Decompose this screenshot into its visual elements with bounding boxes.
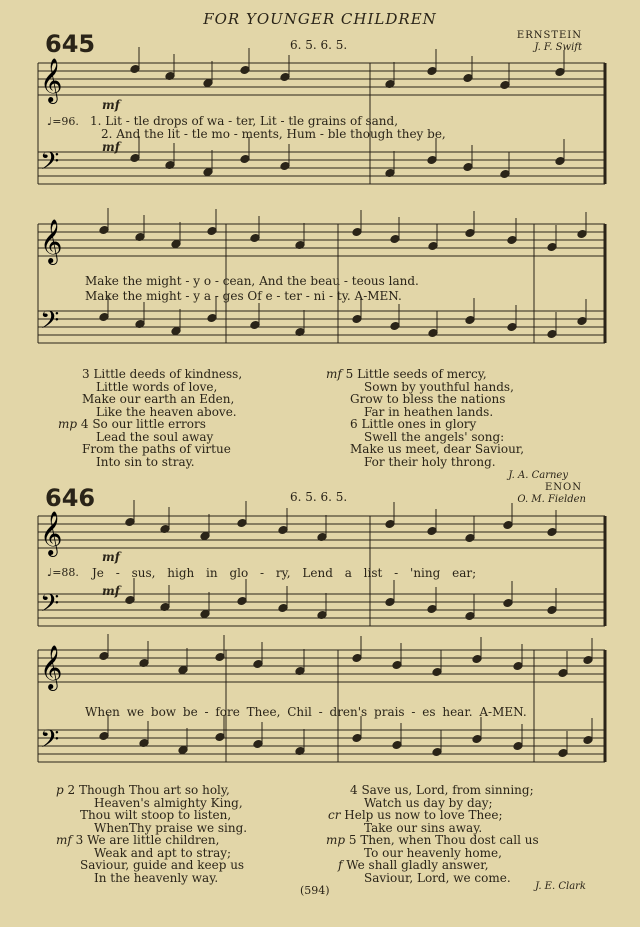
verse-line: Heaven's almighty King, (94, 795, 243, 810)
verse-line: f We shall gladly answer, (338, 858, 489, 872)
lyric-line: 1. Lit - tle drops of wa - ter, Lit - tle grains of sand, (90, 114, 399, 128)
lyric-line: 2. And the lit - tle mo - ments, Hum - ble though they be, (101, 127, 446, 141)
verse-line: 4 Save us, Lord, from sinning; (350, 783, 534, 797)
lyric-line: Je - sus, high in glo - ry, Lend a list - 'ning ear; (92, 566, 477, 580)
dynamic-mark: mf (56, 833, 76, 847)
verse-line: Make us meet, dear Saviour, (350, 442, 525, 456)
hymn-number: 645 (45, 30, 96, 58)
verse-line: p 2 Though Thou art so holy, (56, 783, 230, 797)
verse-line: In the heavenly way. (94, 870, 219, 885)
verse-line: Swell the angels' song: (364, 429, 505, 444)
verses-right (326, 783, 539, 885)
verse-line: 6 Little ones in glory (350, 417, 477, 431)
bass-clef: 𝄢 (40, 147, 60, 182)
verses-left (58, 367, 243, 469)
dynamic-mark: mf (102, 550, 120, 564)
tempo-mark: ♩=96. (47, 115, 79, 128)
dynamic-mark: mp (58, 417, 81, 431)
verse-line: Far in heathen lands. (364, 404, 494, 419)
verse-line: Thou wilt stoop to listen, (80, 808, 232, 822)
lyric-line: When we bow be - fore Thee, Chil - dren's prais - es hear. A-MEN. (85, 705, 527, 719)
dynamic-mark: mp (326, 833, 349, 847)
hymn-author: J. E. Clark (535, 881, 586, 892)
verse-line: Little words of love, (96, 379, 218, 394)
treble-clef: 𝄞 (40, 58, 63, 102)
verse-line: Take our sins away. (364, 820, 483, 835)
bass-clef: 𝄢 (40, 725, 60, 760)
bass-clef: 𝄢 (40, 306, 60, 341)
hymn-meter: 6. 5. 6. 5. (290, 38, 348, 52)
verse-line: Into sin to stray. (96, 454, 195, 469)
verse-line: Sown by youthful hands, (364, 379, 514, 394)
verse-line: cr Help us now to love Thee; (328, 808, 503, 822)
verse-line: mp 5 Then, when Thou dost call us (326, 833, 539, 847)
dynamic-mark: mf (102, 98, 120, 112)
section-header: FOR YOUNGER CHILDREN (203, 10, 437, 28)
hymn-author: J. A. Carney (508, 470, 568, 481)
dynamic-mark: mf (102, 584, 120, 598)
verses-right (326, 367, 525, 469)
verse-line: Lead the soul away (96, 429, 214, 444)
dynamic-mark: cr (328, 808, 345, 822)
verse-line: Weak and apt to stray; (94, 845, 232, 860)
dynamic-mark: f (338, 858, 347, 872)
verse-line: WhenThy praise we sing. (94, 820, 248, 835)
verse-line: From the paths of virtue (82, 442, 231, 456)
lyric-line: Make the might - y o - cean, And the beau - teous land. (85, 274, 419, 288)
verse-line: Like the heaven above. (96, 404, 237, 419)
verse-line: Make our earth an Eden, (82, 392, 235, 406)
verse-line: Saviour, Lord, we come. (364, 870, 511, 885)
lyric-line: Make the might - y a - ges Of e - ter - ni - ty. A-MEN. (85, 289, 402, 303)
page-number: (594) (300, 884, 330, 897)
verse-line: mp 4 So our little errors (58, 417, 206, 431)
verse-line: Saviour, guide and keep us (80, 858, 245, 872)
treble-clef: 𝄞 (40, 219, 63, 263)
composer: O. M. Fielden (517, 494, 586, 505)
verse-line: For their holy throng. (364, 454, 496, 469)
hymn-meter: 6. 5. 6. 5. (290, 490, 348, 504)
tempo-mark: ♩=88. (47, 566, 79, 579)
treble-clef: 𝄞 (40, 511, 63, 555)
dynamic-mark: p (56, 783, 68, 797)
composer: J. F. Swift (534, 42, 582, 53)
verse-line: mf 5 Little seeds of mercy, (326, 367, 487, 381)
verse-line: mf 3 We are little children, (56, 833, 220, 847)
hymn-number: 646 (45, 484, 96, 512)
tune-name: ENON (545, 482, 582, 493)
verse-line: To our heavenly home, (364, 845, 502, 860)
verse-line: Watch us day by day; (364, 795, 493, 810)
dynamic-mark: mf (102, 140, 120, 154)
treble-clef: 𝄞 (40, 645, 63, 689)
verse-line: Grow to bless the nations (350, 392, 506, 406)
dynamic-mark: mf (326, 367, 346, 381)
bass-clef: 𝄢 (40, 589, 60, 624)
verses-left (56, 783, 248, 885)
verse-line: 3 Little deeds of kindness, (82, 367, 243, 381)
tune-name: ERNSTEIN (516, 30, 582, 41)
